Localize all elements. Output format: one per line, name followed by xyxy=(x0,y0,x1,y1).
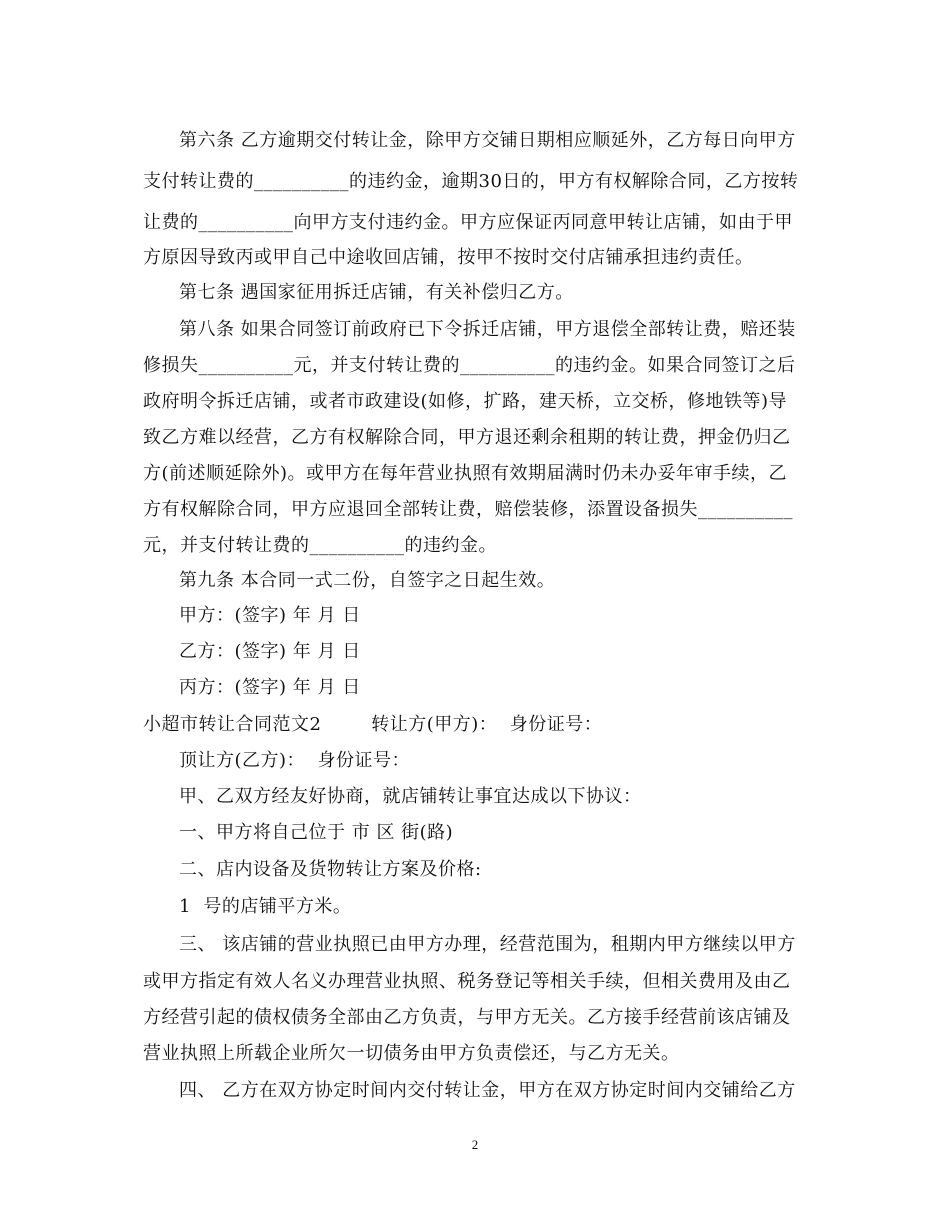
section-heading: 小超市转让合同范文2 转让方(甲方)： 身份证号： xyxy=(143,714,603,735)
page-number: 2 xyxy=(471,1137,479,1152)
text-line: 第九条 本合同一式二份，自签字之日起生效。 xyxy=(179,570,556,591)
signature-line-party-c: 丙方：(签字) 年 月 日 xyxy=(179,677,361,698)
text-line: 或甲方指定有效人名义办理营业执照、税务登记等相关手续，但相关费用及由乙 xyxy=(143,971,791,992)
text-line: 甲、乙双方经友好协商，就店铺转让事宜达成以下协议： xyxy=(179,786,642,807)
text-line: 支付转让费的__________的违约金，逾期30日的，甲方有权解除合同，乙方按转 xyxy=(143,171,799,192)
text-line: 方经营引起的债权债务全部由乙方负责，与甲方无关。乙方接手经营前该店铺及 xyxy=(143,1007,791,1028)
text-line: 致乙方难以经营，乙方有权解除合同，甲方退还剩余租期的转让费，押金仍归乙 xyxy=(143,427,791,448)
text-line: 方(前述顺延除外)。或甲方在每年营业执照有效期届满时仍未办妥年审手续，乙 xyxy=(143,463,788,484)
signature-line-party-b: 乙方：(签字) 年 月 日 xyxy=(179,641,361,662)
signature-line-party-a: 甲方：(签字) 年 月 日 xyxy=(179,605,361,626)
text-line: 第八条 如果合同签订前政府已下令拆迁店铺，甲方退偿全部转让费，赔还装 xyxy=(179,319,796,340)
text-line: 第六条 乙方逾期交付转让金，除甲方交铺日期相应顺延外，乙方每日向甲方 xyxy=(179,130,796,151)
text-line: 让费的__________向甲方支付违约金。甲方应保证丙同意甲转让店铺，如由于甲 xyxy=(143,212,793,233)
text-line: 三、 该店铺的营业执照已由甲方办理，经营范围为，租期内甲方继续以甲方 xyxy=(179,934,796,955)
text-line: 四、 乙方在双方协定时间内交付转让金，甲方在双方协定时间内交铺给乙方 xyxy=(179,1080,796,1101)
text-line: 政府明令拆迁店铺，或者市政建设(如修，扩路，建天桥，立交桥，修地铁等)导 xyxy=(143,391,788,412)
text-line: 二、店内设备及货物转让方案及价格: xyxy=(179,859,482,880)
text-line: 顶让方(乙方)： 身份证号： xyxy=(179,750,410,771)
text-line: 一、甲方将自己位于 市 区 街(路) xyxy=(179,822,454,843)
text-line: 方有权解除合同，甲方应退回全部转让费，赔偿装修，添置设备损失__________ xyxy=(143,499,793,520)
text-line: 第七条 遇国家征用拆迁店铺，有关补偿归乙方。 xyxy=(179,282,574,303)
text-line: 元，并支付转让费的__________的违约金。 xyxy=(143,535,497,556)
text-line: 1 号的店铺平方米。 xyxy=(179,896,352,917)
text-line: 修损失__________元，并支付转让费的__________的违约金。如果合同签订之后 xyxy=(143,355,796,376)
text-line: 方原因导致丙或甲自己中途收回店铺，按甲不按时交付店铺承担违约责任。 xyxy=(143,247,754,268)
text-line: 营业执照上所载企业所欠一切债务由甲方负责偿还，与乙方无关。 xyxy=(143,1043,680,1064)
